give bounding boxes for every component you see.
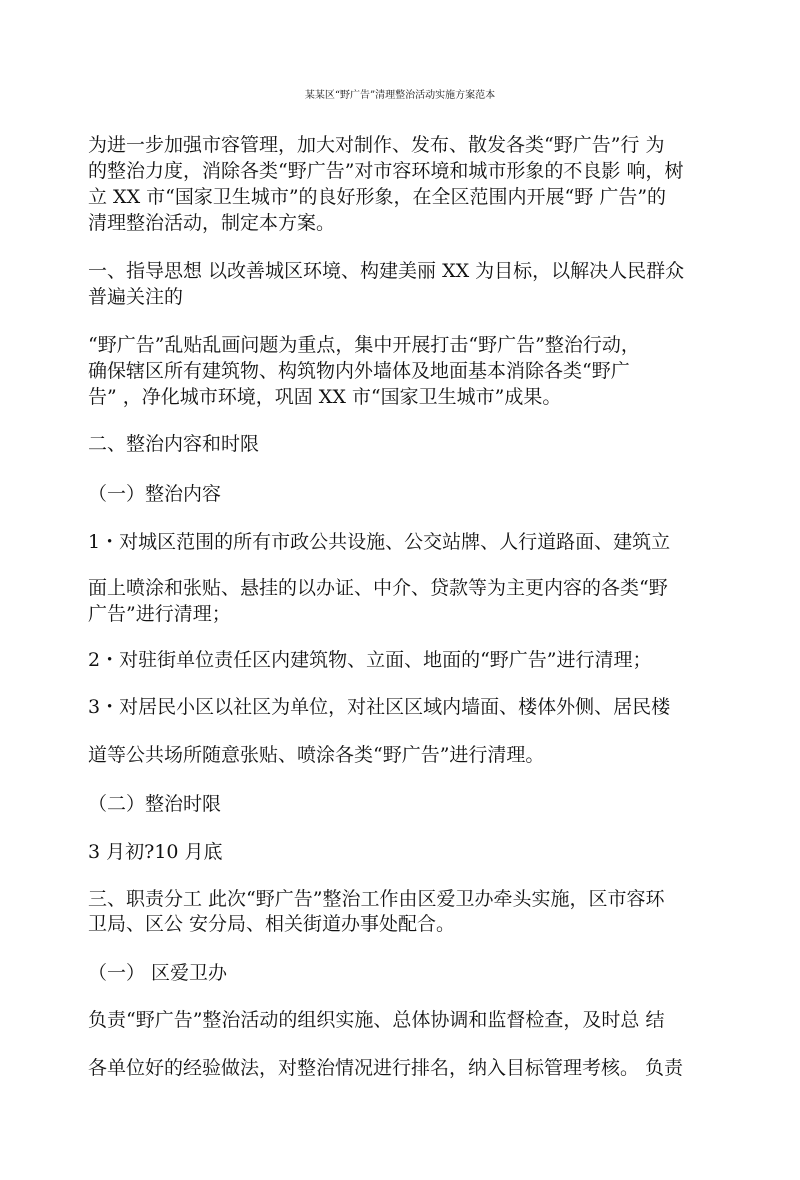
item-3-line-1: 3・对居民小区以社区为单位，对社区区域内墙面、楼体外侧、居民楼 [88,696,671,718]
intro-line-4: 清理整治活动，制定本方案。 [88,212,336,234]
item-1-line-1: 1・对城区范围的所有市政公共设施、公交站牌、人行道路面、建筑立 [88,531,671,553]
section-2-heading: 二、整治内容和时限 [88,433,260,455]
intro-line-1: 为进一步加强市容管理，加大对制作、发布、散发各类“野广告”行 为 [88,134,665,156]
section-1-heading: 一、指导思想 以改善城区环境、构建美丽 XX 为目标，以解决人民群众 [88,260,685,282]
section-3-line-2: 卫局、区公 安分局、相关街道办事处配合。 [88,913,456,935]
section-1-line-2: 普遍关注的 [88,286,184,308]
subsection-2-2-heading: （二）整治时限 [88,793,222,815]
subsection-3-1-line-1: 负责“野广告”整治活动的组织实施、总体协调和监督检查，及时总 结 [88,1009,665,1031]
subsection-3-1-heading: （一） 区爱卫办 [88,962,228,984]
item-1-line-3: 广告”进行清理； [88,603,231,625]
section-1-paragraph-line-2: 确保辖区所有建筑物、构筑物内外墙体及地面基本消除各类“野广 [88,360,630,382]
item-3-line-2: 道等公共场所随意张贴、喷涂各类“野广告”进行清理。 [88,744,545,766]
intro-line-3: 立 XX 市“国家卫生城市”的良好形象，在全区范围内开展“野 广告”的 [88,186,667,208]
section-1-paragraph-line-3: 告” ，净化城市环境，巩固 XX 市“国家卫生城市”成果。 [88,386,562,408]
item-2-line: 2・对驻街单位责任区内建筑物、立面、地面的“野广告”进行清理； [88,649,652,671]
time-limit-value: 3 月初?10 月底 [88,841,223,863]
subsection-2-1-heading: （一）整治内容 [88,483,222,505]
section-1-paragraph-line-1: “野广告”乱贴乱画问题为重点，集中开展打击“野广告”整治行动， [88,334,640,356]
subsection-3-1-line-2: 各单位好的经验做法，对整治情况进行排名，纳入目标管理考核。 负责 [88,1057,684,1079]
section-3-heading: 三、职责分工 此次“野广告”整治工作由区爱卫办牵头实施，区市容环 [88,888,665,910]
item-1-line-2: 面上喷涂和张贴、悬挂的以办证、中介、贷款等为主更内容的各类“野 [88,577,668,599]
intro-line-2: 的整治力度，消除各类“野广告”对市容环境和城市形象的不良影 响，树 [88,160,684,182]
document-title: 某某区“野广告”清理整治活动实施方案范本 [304,90,496,101]
